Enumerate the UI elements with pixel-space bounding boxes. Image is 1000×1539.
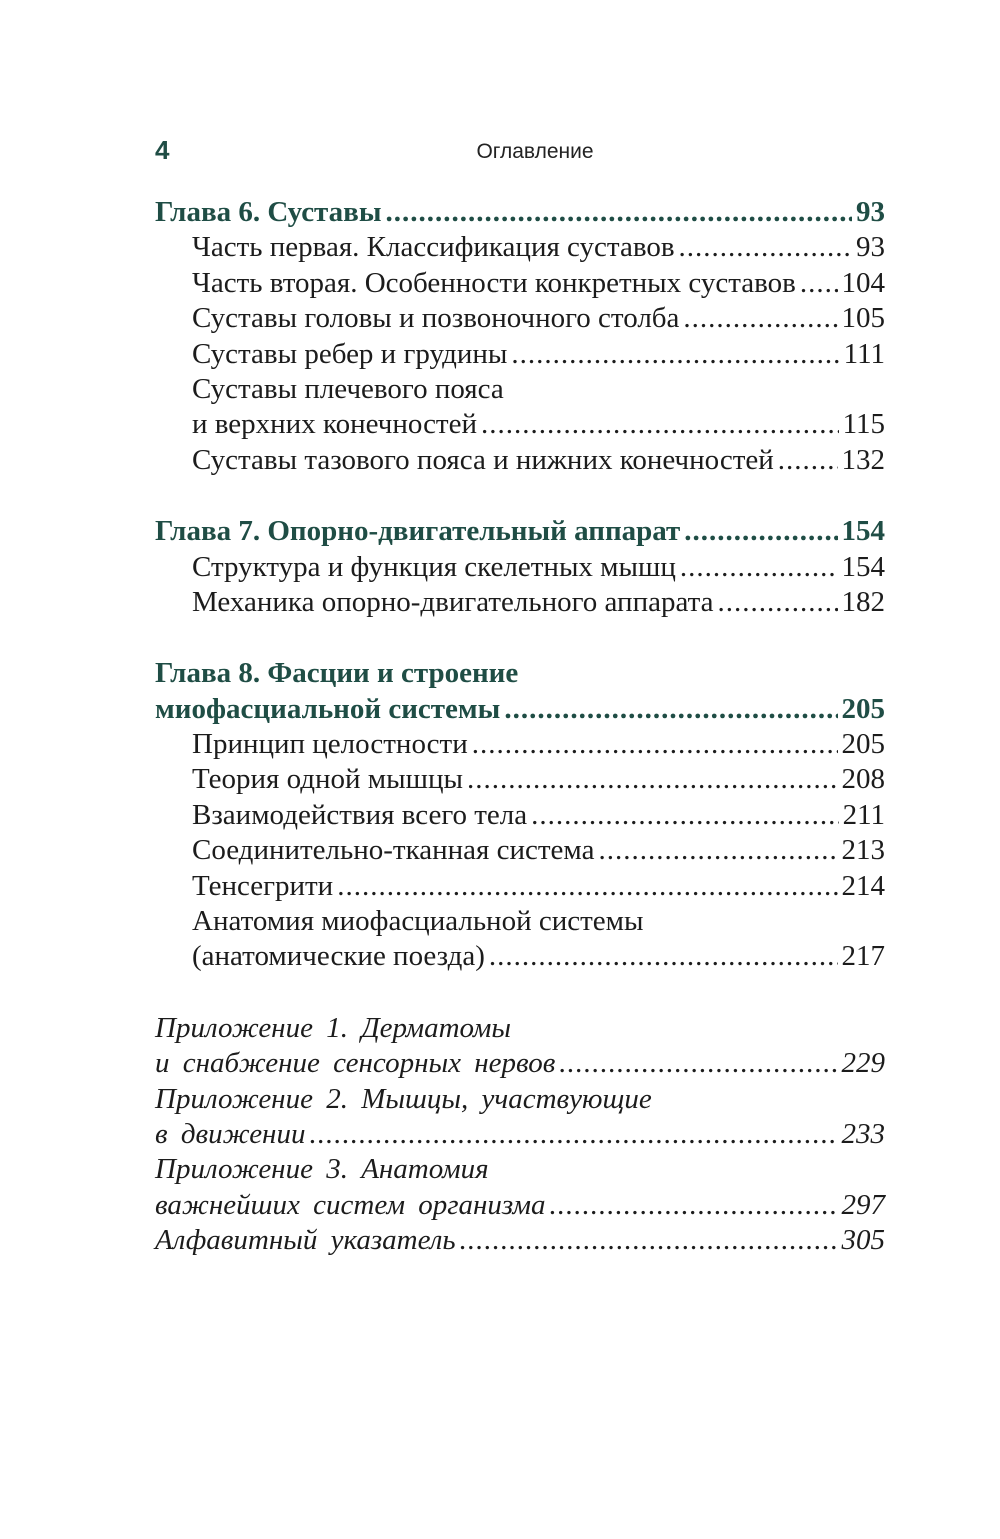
- toc-appendix-2-line-2[interactable]: [155, 1117, 885, 1152]
- toc-entry-label: Часть вторая. Особенности конкретных суставов: [192, 266, 796, 299]
- toc-leader-dots: [683, 301, 837, 336]
- toc-appendix-label: Приложение 3. Анатомия: [155, 1153, 489, 1186]
- toc-chapter-title: Глава 6. Суставы: [155, 196, 382, 228]
- toc-entry[interactable]: [155, 301, 885, 336]
- toc-entry-label: Суставы головы и позвоночного столба: [192, 302, 680, 335]
- toc-entry[interactable]: [155, 443, 885, 478]
- toc-page-number: 305: [841, 1224, 885, 1257]
- toc-index-label: Алфавитный указатель: [155, 1224, 456, 1257]
- toc-leader-dots: [309, 1117, 837, 1152]
- toc-page-number: 115: [842, 408, 885, 441]
- toc-leader-dots: [385, 195, 852, 230]
- toc-appendix-3-line-2[interactable]: [155, 1188, 885, 1223]
- toc-leader-dots: [800, 266, 838, 301]
- toc-entry-label: Теория одной мышцы: [192, 763, 463, 796]
- toc-page-number: 213: [841, 834, 885, 867]
- toc-page-number: 205: [841, 728, 885, 761]
- toc-page-number: 93: [856, 196, 885, 228]
- section-spacer: [155, 620, 885, 656]
- toc-entry-label: (анатомические поезда): [192, 940, 485, 973]
- toc-leader-dots: [337, 869, 837, 904]
- toc-appendix-label: Приложение 2. Мышцы, участвующие: [155, 1082, 652, 1115]
- toc-entry[interactable]: [155, 798, 885, 833]
- toc-entry[interactable]: [155, 337, 885, 372]
- toc-entry[interactable]: [155, 585, 885, 620]
- section-spacer: [155, 478, 885, 514]
- toc-page-number: 182: [841, 585, 885, 618]
- toc-appendix-1-line-2[interactable]: [155, 1046, 885, 1081]
- toc-page-number: 214: [841, 869, 885, 902]
- toc-chapter-title: Глава 7. Опорно-двигательный аппарат: [155, 515, 681, 548]
- toc-appendix-label: важнейших систем организма: [155, 1188, 546, 1221]
- toc-chapter-6[interactable]: [155, 195, 885, 230]
- toc-page-number: 211: [842, 798, 885, 831]
- toc-appendix-label: и снабжение сенсорных нервов: [155, 1047, 556, 1080]
- toc-page-number: 205: [841, 692, 885, 725]
- toc-page-number: 111: [843, 337, 885, 370]
- toc-chapter-8-line-2[interactable]: [155, 692, 885, 727]
- toc-leader-dots: [504, 692, 837, 727]
- toc-entry-label: Тенсегрити: [192, 869, 334, 902]
- toc-leader-dots: [778, 443, 838, 478]
- toc-entry-label: Суставы плечевого пояса: [192, 372, 504, 405]
- section-spacer: [155, 975, 885, 1011]
- toc-entry[interactable]: [155, 833, 885, 868]
- toc-leader-dots: [559, 1046, 837, 1081]
- toc-page-number: 217: [841, 940, 885, 973]
- toc-leader-dots: [598, 833, 837, 868]
- toc-chapter-7[interactable]: [155, 514, 885, 549]
- toc-page-number: 208: [841, 763, 885, 796]
- toc-entry[interactable]: [155, 550, 885, 585]
- toc-page-number: 297: [841, 1188, 885, 1221]
- toc-entry-line-1[interactable]: [155, 904, 885, 939]
- toc-leader-dots: [481, 407, 839, 442]
- toc-entry-label: Соединительно-тканная система: [192, 834, 595, 867]
- toc-page-number: 154: [841, 515, 885, 548]
- toc-page-number: 105: [841, 302, 885, 335]
- toc-leader-dots: [531, 798, 838, 833]
- toc-leader-dots: [489, 939, 838, 974]
- toc-entry-line-2[interactable]: [155, 407, 885, 442]
- toc-leader-dots: [467, 762, 838, 797]
- toc-appendix-label: в движении: [155, 1117, 306, 1150]
- toc-page-number: 233: [841, 1117, 885, 1150]
- toc-entry[interactable]: [155, 727, 885, 762]
- toc-leader-dots: [511, 337, 839, 372]
- toc-chapter-title: Глава 8. Фасции и строение: [155, 657, 519, 690]
- page-number: 4: [155, 135, 170, 165]
- toc-appendix-label: Приложение 1. Дерматомы: [155, 1011, 512, 1044]
- toc-page-number: 154: [841, 550, 885, 583]
- toc-chapter-title: миофасциальной системы: [155, 692, 501, 725]
- running-header: Оглавление: [476, 140, 594, 163]
- toc-appendix-2-line-1[interactable]: [155, 1082, 885, 1117]
- toc-entry[interactable]: [155, 266, 885, 301]
- toc-page-number: 229: [841, 1047, 885, 1080]
- toc-leader-dots: [717, 585, 837, 620]
- toc-entry-label: Анатомия миофасциальной системы: [192, 905, 644, 938]
- toc-entry-label: Механика опорно-двигательного аппарата: [192, 585, 714, 618]
- toc-leader-dots: [684, 514, 837, 549]
- toc-leader-dots: [472, 727, 838, 762]
- toc-leader-dots: [460, 1223, 838, 1258]
- toc-appendix-1-line-1[interactable]: [155, 1011, 885, 1046]
- toc-entry-label: Часть первая. Классификация суставов: [192, 231, 675, 264]
- toc-chapter-8-line-1[interactable]: [155, 656, 885, 691]
- toc-entry[interactable]: [155, 869, 885, 904]
- toc-page-number: 132: [841, 443, 885, 476]
- toc-entry[interactable]: [155, 230, 885, 265]
- toc-entry-label: Структура и функция скелетных мышц: [192, 550, 676, 583]
- toc-page-number: 104: [841, 266, 885, 299]
- toc-leader-dots: [550, 1188, 838, 1223]
- toc-leader-dots: [680, 550, 838, 585]
- toc-entry[interactable]: [155, 762, 885, 797]
- toc-appendix-3-line-1[interactable]: [155, 1152, 885, 1187]
- toc-page-number: 93: [856, 231, 885, 264]
- toc-index[interactable]: [155, 1223, 885, 1258]
- toc-entry-label: Принцип целостности: [192, 728, 468, 761]
- toc-entry-label: Взаимодействия всего тела: [192, 798, 528, 831]
- toc-entry-line-1[interactable]: [155, 372, 885, 407]
- toc-entry-label: и верхних конечностей: [192, 408, 478, 441]
- toc-entry-label: Суставы тазового пояса и нижних конечностей: [192, 443, 774, 476]
- toc-entry-label: Суставы ребер и грудины: [192, 337, 508, 370]
- table-of-contents: [155, 195, 885, 1259]
- toc-entry-line-2[interactable]: [155, 939, 885, 974]
- toc-leader-dots: [679, 230, 852, 265]
